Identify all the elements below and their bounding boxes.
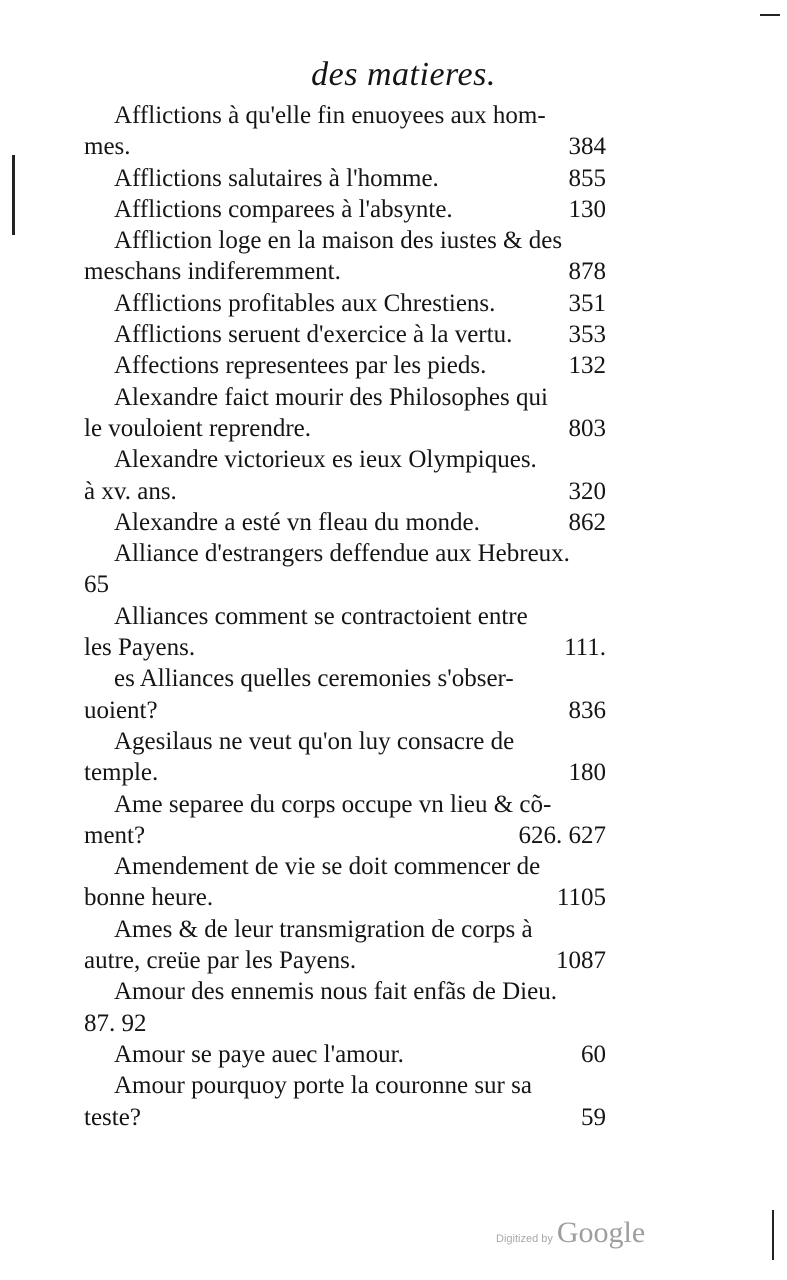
- entry-line: [84, 256, 606, 287]
- margin-mark-right: [772, 1210, 774, 1260]
- index-entry: [84, 507, 606, 538]
- entry-text: temple.: [84, 759, 159, 787]
- entry-line: 65: [84, 571, 109, 599]
- entry-line: [84, 413, 606, 444]
- entry-page-number: 878: [568, 258, 606, 286]
- entry-page-number: 1105: [556, 884, 606, 912]
- entry-line: [84, 820, 606, 851]
- index-entry: [84, 789, 606, 852]
- entry-line: [84, 288, 606, 319]
- index-entry: [84, 382, 606, 445]
- entry-page-number: 353: [568, 321, 606, 349]
- entry-text: Alexandre a esté vn fleau du monde.: [114, 508, 480, 536]
- index-entry: [84, 1070, 606, 1133]
- entry-line: [84, 1102, 606, 1133]
- entry-line: Alliances comment se contractoient entre: [114, 602, 528, 630]
- entry-page-number: 132: [568, 352, 606, 380]
- digitized-by-google-watermark: [496, 1216, 645, 1250]
- entry-page-number: 803: [568, 414, 606, 442]
- entry-line: Ame separee du corps occupe vn lieu & cõ-: [114, 790, 552, 818]
- entry-text: Amour se paye auec l'amour.: [114, 1040, 404, 1068]
- entry-page-number: 351: [568, 289, 606, 317]
- entry-text: le vouloient reprendre.: [84, 414, 311, 442]
- entry-line: Ames & de leur transmigration de corps à: [114, 915, 533, 943]
- entry-text: bonne heure.: [84, 884, 214, 912]
- index-entry: [84, 444, 606, 507]
- index-entry: [84, 350, 606, 381]
- entry-page-number: 111.: [564, 634, 606, 662]
- entry-line: Affliction loge en la maison des iustes & des: [114, 227, 563, 255]
- entry-line: [84, 632, 606, 663]
- index-entry: [84, 601, 606, 664]
- digitized-label: Digitized by: [496, 1233, 553, 1245]
- entry-text: mes.: [84, 133, 131, 161]
- entry-line: Alliance d'estrangers deffendue aux Hebreux.: [114, 540, 570, 568]
- entry-line: [84, 507, 606, 538]
- entry-line: Afflictions à qu'elle fin enuoyees aux hom-: [114, 102, 546, 129]
- index-entry: [84, 851, 606, 914]
- entry-text: uoient?: [84, 696, 158, 724]
- entry-page-number: 59: [581, 1103, 606, 1131]
- index-entry: [84, 538, 606, 601]
- entry-page-number: 180: [568, 759, 606, 787]
- entry-text: Afflictions salutaires à l'homme.: [114, 164, 439, 192]
- entry-text: à xv. ans.: [84, 477, 177, 505]
- entry-line: Alexandre faict mourir des Philosophes qui: [114, 383, 548, 411]
- entry-page-number: 836: [568, 696, 606, 724]
- entry-page-number: 855: [568, 164, 606, 192]
- google-logo: Google: [556, 1216, 646, 1249]
- margin-mark-left: [12, 155, 15, 235]
- index-entry: [84, 726, 606, 789]
- entry-page-number: 320: [568, 477, 606, 505]
- page-title: des matieres.: [311, 56, 496, 93]
- entry-text: les Payens.: [84, 634, 196, 662]
- entry-page-number: 862: [568, 508, 606, 536]
- entry-text: ment?: [84, 821, 146, 849]
- entry-line: [84, 319, 606, 350]
- index-entry: [84, 914, 606, 977]
- entry-line: [84, 131, 606, 162]
- index-entry: [84, 163, 606, 194]
- entry-line: [84, 882, 606, 913]
- index-entry: [84, 319, 606, 350]
- entry-line: [84, 194, 606, 225]
- entry-text: teste?: [84, 1103, 141, 1131]
- corner-mark: [760, 14, 780, 16]
- entry-line: es Alliances quelles ceremonies s'obser-: [114, 665, 514, 693]
- entry-text: autre, creüe par les Payens.: [84, 947, 357, 975]
- entry-page-number: 130: [568, 195, 606, 223]
- entry-line: Amour des ennemis nous fait enfãs de Dieu.: [114, 978, 557, 1006]
- entry-text: Afflictions comparees à l'absynte.: [114, 195, 453, 223]
- entry-line: 87. 92: [84, 1009, 147, 1037]
- index-entry: [84, 194, 606, 225]
- index-entry: [84, 100, 606, 163]
- entry-line: [84, 163, 606, 194]
- entry-line: Alexandre victorieux es ieux Olympiques.: [114, 446, 537, 474]
- entry-line: [84, 695, 606, 726]
- entry-text: meschans indiferemment.: [84, 258, 341, 286]
- entry-line: Agesilaus ne veut qu'on luy consacre de: [114, 727, 515, 755]
- entry-line: Amour pourquoy porte la couronne sur sa: [114, 1072, 532, 1100]
- entry-text: Afflictions seruent d'exercice à la vertu.: [114, 321, 513, 349]
- entry-text: Afflictions profitables aux Chrestiens.: [114, 289, 496, 317]
- entry-page-number: 1087: [556, 947, 606, 975]
- entry-text: Affections representees par les pieds.: [114, 352, 487, 380]
- entry-page-number: 626. 627: [518, 821, 606, 849]
- index-entries: [84, 100, 606, 1133]
- entry-page-number: 384: [568, 133, 606, 161]
- index-entry: [84, 663, 606, 726]
- entry-line: [84, 757, 606, 788]
- index-entry: [84, 225, 606, 288]
- entry-line: [84, 945, 606, 976]
- entry-line: Amendement de vie se doit commencer de: [114, 853, 541, 881]
- index-entry: [84, 288, 606, 319]
- index-entry: [84, 1039, 606, 1070]
- entry-line: [84, 1039, 606, 1070]
- index-entry: [84, 976, 606, 1039]
- entry-line: [84, 350, 606, 381]
- entry-page-number: 60: [581, 1040, 606, 1068]
- entry-line: [84, 476, 606, 507]
